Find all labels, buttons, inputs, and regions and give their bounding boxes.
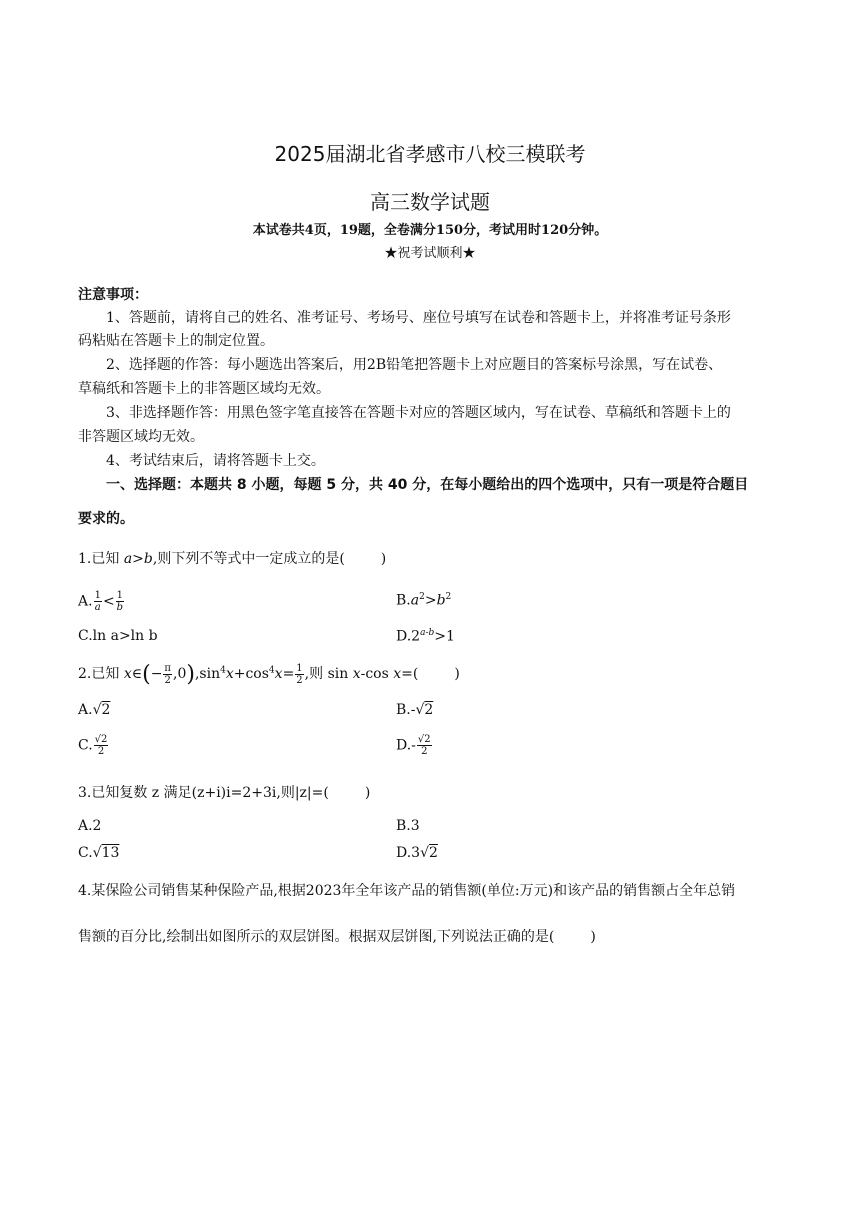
question-1-stem: 1.已知 a>b,则下列不等式中一定成立的是( ) xyxy=(78,551,387,567)
question-4-line-2: 售额的百分比,绘制出如图所示的双层饼图。根据双层饼图,下列说法正确的是( ) xyxy=(78,929,596,945)
exam-info: 本试卷共4页，19题，全卷满分150分，考试用时120分钟。 xyxy=(252,223,608,238)
section-1-heading-line-1: 一、选择题：本题共 8 小题，每题 5 分，共 40 分，在每小题给出的四个选项中，只有一项是符合题目 xyxy=(106,477,749,493)
section-1-heading-line-2: 要求的。 xyxy=(78,511,134,527)
note-2-line-2: 草稿纸和答题卡上的非答题区域均无效。 xyxy=(78,381,330,397)
question-2-stem: 2.已知 x∈(− $\frac{\pi}{2}$ $,0),\sin^4x+\cos^4x=$ $\frac{1}{2}$ ,则 sin x-cos x=( ) xyxy=(78,662,460,687)
notes-heading: 注意事项： xyxy=(78,287,148,303)
note-3-line-2: 非答题区域均无效。 xyxy=(78,429,204,445)
exam-wish: ★祝考试顺利★ xyxy=(384,246,476,261)
question-3-stem: 3.已知复数 z 满足(z+i)i=2+3i,则|z|=( ) xyxy=(78,785,371,801)
question-3-option-b: B.3 xyxy=(396,818,420,834)
question-4-line-1: 4.某保险公司销售某种保险产品,根据2023年全年该产品的销售额(单位:万元)和该产品的销售额占全年总销 xyxy=(78,883,736,899)
note-2-line-1: 2、选择题的作答：每小题选出答案后，用2B铅笔把答题卡上对应题目的答案标号涂黑，写在试卷、 xyxy=(106,357,723,373)
question-1-option-b: $B.a^2>b^2$ xyxy=(396,592,452,609)
question-2-option-a: A.√2 xyxy=(78,702,111,718)
question-3-option-c: C.√13 xyxy=(78,845,120,861)
question-2-option-c: C. $\frac{√2}{2}$ xyxy=(78,734,108,757)
exam-subtitle: 高三数学试题 xyxy=(370,190,490,214)
question-1-option-d: $D.2^{a-b}>1$ xyxy=(396,628,455,645)
note-4: 4、考试结束后，请将答题卡上交。 xyxy=(106,453,325,469)
note-1-line-2: 码粘贴在答题卡上的制定位置。 xyxy=(78,333,274,349)
question-3-option-a: A.2 xyxy=(78,818,102,834)
question-1-option-a: A. $\frac{1}{a}$ < $\frac{1}{b}$ xyxy=(78,590,124,613)
question-1-option-c: C.ln a>ln b xyxy=(78,628,158,644)
note-3-line-1: 3、非选择题作答：用黑色签字笔直接答在答题卡对应的答题区域内，写在试卷、草稿纸和答题卡上的 xyxy=(106,405,731,421)
question-2-option-b: B.-√2 xyxy=(396,702,434,718)
question-2-option-d: D.- $\frac{√2}{2}$ xyxy=(396,734,431,757)
question-3-option-d: D.3√2 xyxy=(396,845,438,861)
note-1-line-1: 1、答题前，请将自己的姓名、准考证号、考场号、座位号填写在试卷和答题卡上，并将准考证号条形 xyxy=(106,310,731,326)
exam-title: 2025届湖北省孝感市八校三模联考 xyxy=(274,142,586,166)
